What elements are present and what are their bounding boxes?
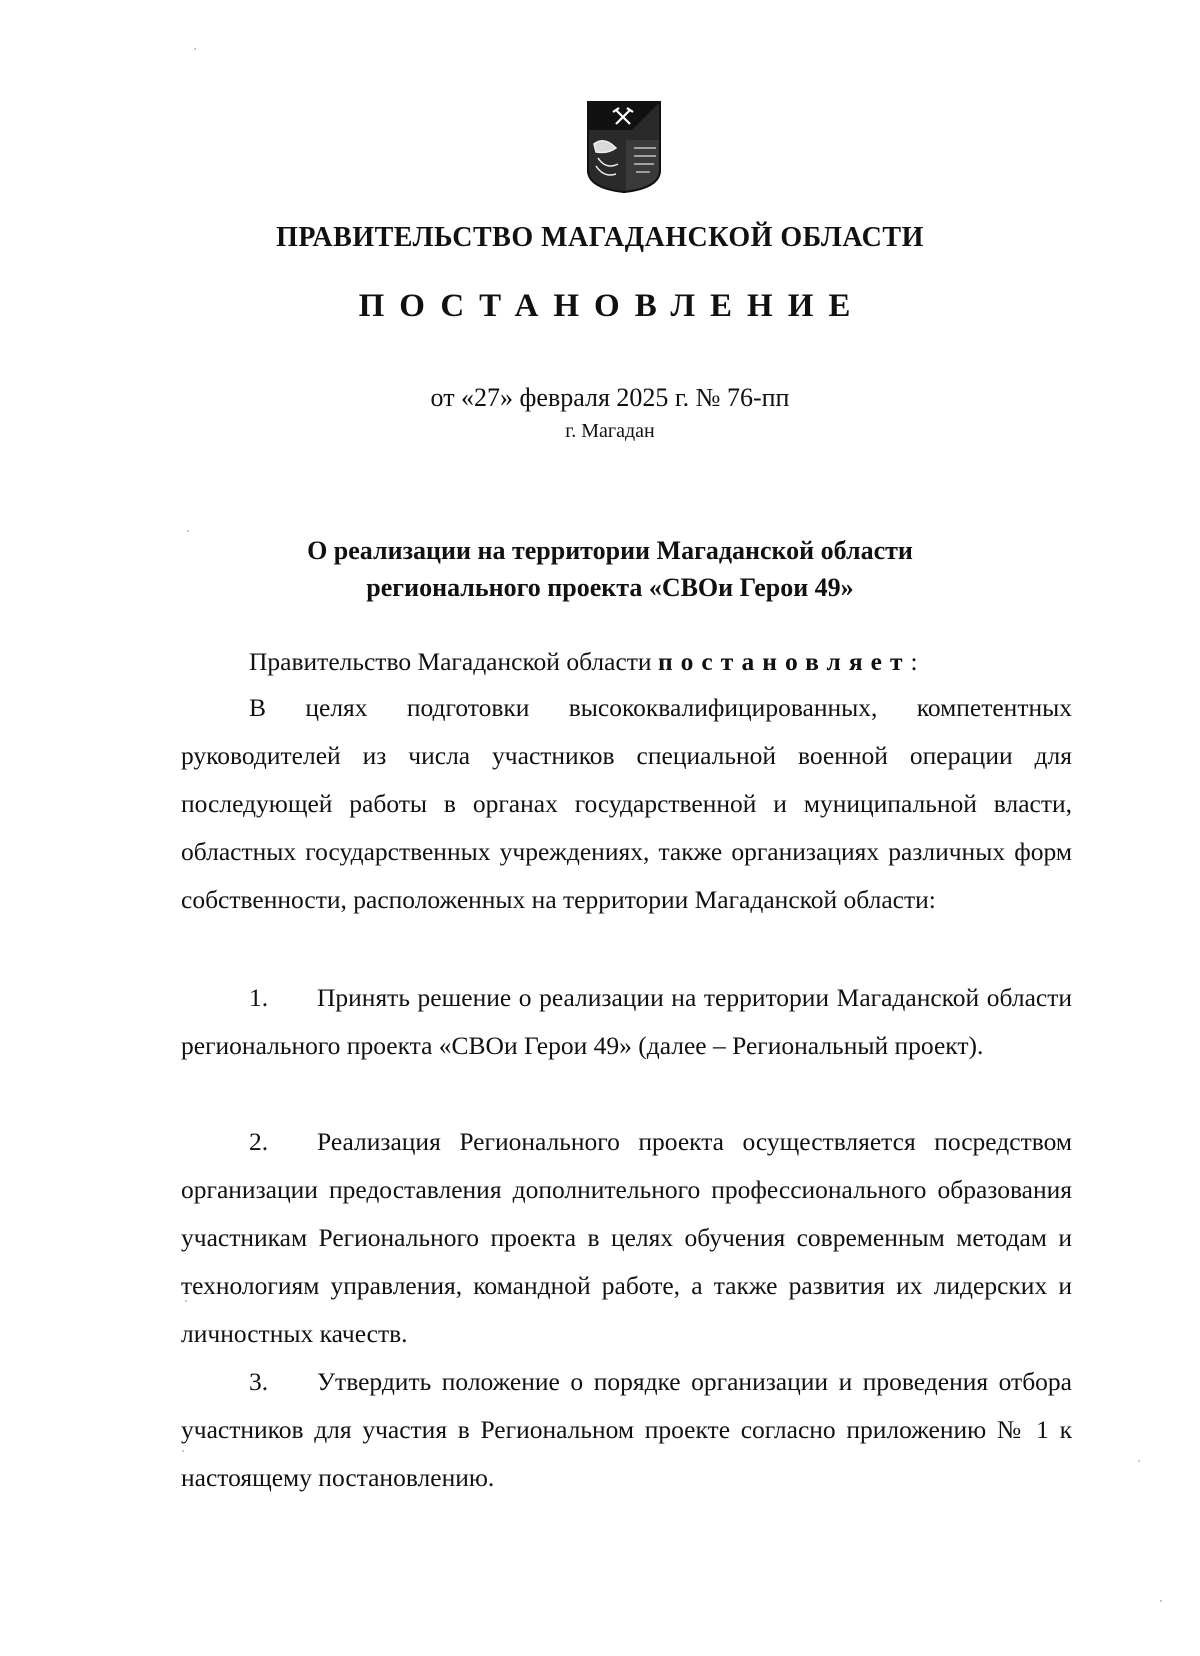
- intro-paragraph: В целях подготовки высококвалифицированных, компетентных руководителей из числа участников специальной военной операции для последующей работы в органах государственной и муниципальной власти, областных государственных учреждениях, также организациях различных форм собственности, расположенных на территории Магаданской области:: [181, 693, 1072, 914]
- list-item-text: Реализация Регионального проекта осуществляется посредством организации предоставления дополнительного профессионального образования участникам Регионального проекта в целях обучения современным методам и технологиям управления, командной работе, а также развития их лидерских и личностных качеств.: [181, 1127, 1072, 1348]
- government-name: ПРАВИТЕЛЬСТВО МАГАДАНСКОЙ ОБЛАСТИ: [276, 222, 924, 253]
- document-title: [0, 532, 1200, 606]
- list-item: [181, 1118, 1072, 1358]
- list-item: [181, 974, 1072, 1070]
- scan-speck: [187, 530, 189, 532]
- document-city: г. Магадан: [565, 420, 655, 442]
- scan-speck: [1138, 1460, 1140, 1462]
- preamble-subject: Правительство Магаданской области: [249, 647, 652, 676]
- list-item-text: Утвердить положение о порядке организации и проведения отбора участников для участия в Региональном проекте согласно приложению № 1 к настоящему постановлению.: [181, 1367, 1072, 1492]
- list-item-number: 1.: [249, 983, 269, 1012]
- scan-speck: [185, 1300, 187, 1302]
- scan-speck: [194, 48, 196, 50]
- list-item-number: 3.: [249, 1367, 269, 1396]
- list-item: [181, 1358, 1072, 1502]
- preamble-verb-suffix: :: [910, 647, 918, 676]
- scan-speck: [182, 1450, 184, 1452]
- preamble: [181, 638, 1072, 686]
- document-type-heading: ПОСТАНОВЛЕНИЕ: [358, 288, 866, 324]
- document-title-line-2: регионального проекта «СВОи Герои 49»: [366, 573, 854, 602]
- document-title-line-1: О реализации на территории Магаданской области: [307, 536, 913, 565]
- list-item-text: Принять решение о реализации на территории Магаданской области регионального проекта «СВОи Герои 49» (далее – Региональный проект).: [181, 983, 1072, 1060]
- list-item-number: 2.: [249, 1127, 269, 1156]
- scan-speck: [1160, 1600, 1162, 1602]
- preamble-verb: постановляет: [657, 647, 911, 676]
- document-date-number: от «27» февраля 2025 г. № 76-пп: [430, 383, 790, 412]
- coat-of-arms-icon: [586, 100, 662, 194]
